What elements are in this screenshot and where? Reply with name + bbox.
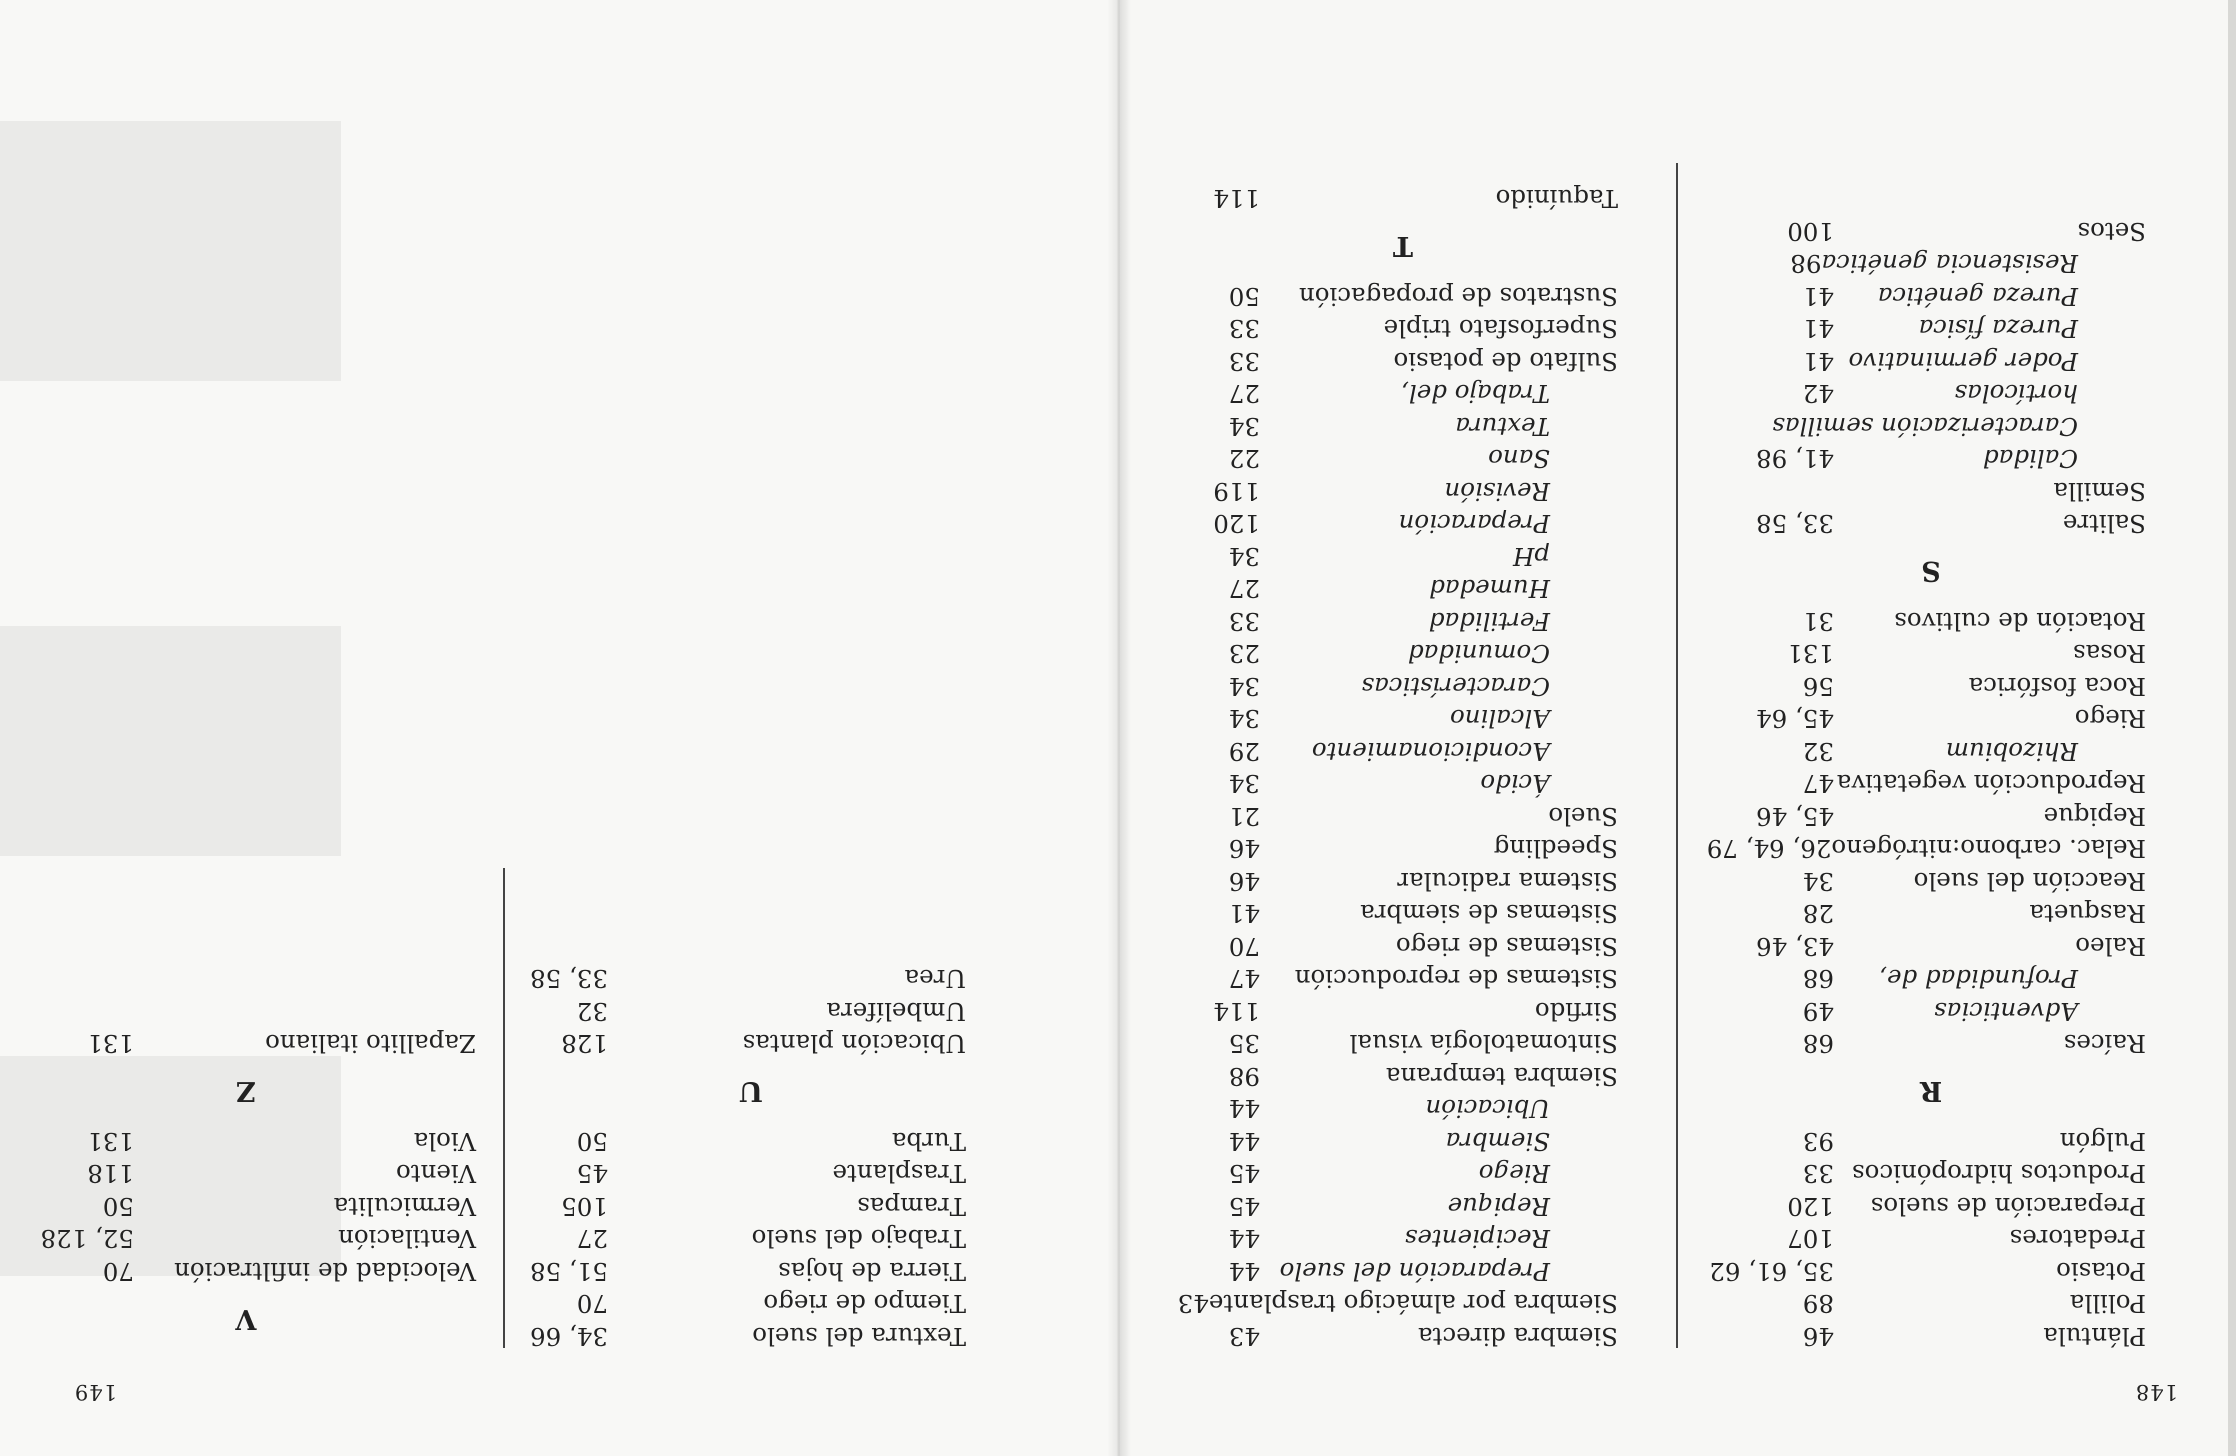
- index-term: Siembra directa: [1417, 1322, 1618, 1351]
- index-term: Polilla: [2069, 1289, 2146, 1319]
- index-entry: [1716, 864, 2146, 897]
- index-term: Riego: [1478, 1159, 1550, 1189]
- index-entry: [1188, 831, 1618, 864]
- index-page-refs: 46: [1228, 834, 1260, 864]
- index-page-refs: 50: [576, 1127, 608, 1156]
- index-column-right: [16, 1026, 476, 1351]
- index-entry: [1716, 636, 2146, 669]
- index-page-refs: 35, 61, 62: [1709, 1257, 1834, 1286]
- index-term: hortícolas: [1954, 379, 2078, 409]
- show-through-block: [0, 626, 341, 856]
- index-term: Riego: [2074, 704, 2146, 734]
- index-section-letter: S: [1921, 555, 1941, 587]
- index-page-refs: 128: [561, 1029, 608, 1059]
- index-entry: [1716, 669, 2146, 702]
- index-page-refs: 45, 46: [1756, 802, 1834, 831]
- column-divider: [1677, 163, 1679, 1348]
- index-term: Potasio: [2056, 1257, 2146, 1286]
- index-entry: [1716, 1221, 2146, 1254]
- index-term: Profundidad de,: [1879, 964, 2078, 994]
- index-entry: [1188, 1026, 1618, 1059]
- index-page-refs: 68: [1802, 964, 1834, 994]
- index-term: Rhizobium: [1945, 737, 2078, 766]
- index-entry: [1188, 1319, 1618, 1352]
- index-page-refs: 44: [1228, 1127, 1260, 1156]
- index-term: Repique: [1447, 1192, 1550, 1221]
- index-page-refs: 46: [1228, 867, 1260, 896]
- index-page-refs: 100: [1787, 217, 1834, 246]
- index-page-refs: 46: [1802, 1322, 1834, 1351]
- index-entry: [1188, 734, 1618, 767]
- index-page-refs: 98: [1228, 1062, 1260, 1091]
- index-term: Poder germinativo: [1848, 347, 2078, 376]
- index-term: Urea: [904, 964, 966, 994]
- index-term: Fertilidad: [1428, 607, 1550, 636]
- index-term: Sistemas de siembra: [1360, 899, 1618, 929]
- index-entry: [1188, 376, 1618, 409]
- index-term: Sulfato de potasio: [1393, 347, 1618, 376]
- index-entry: [530, 961, 966, 994]
- index-page-refs: 131: [1787, 639, 1834, 669]
- index-entry: [1716, 896, 2146, 929]
- index-term: Pureza genética: [1877, 282, 2078, 311]
- index-page-refs: 26, 64, 79: [1706, 834, 1832, 864]
- index-entry: [536, 1286, 966, 1319]
- index-term: Trampas: [857, 1192, 966, 1221]
- index-term: Pulgón: [2059, 1127, 2146, 1156]
- index-entry: [1188, 994, 1618, 1027]
- index-term: Sustratos de propagación: [1298, 282, 1618, 311]
- index-entry: [1188, 1221, 1618, 1254]
- index-term: Vermiculita: [333, 1192, 476, 1221]
- index-entry: [16, 1189, 476, 1222]
- index-page-refs: 47: [1228, 964, 1260, 994]
- index-entry: [1188, 701, 1618, 734]
- index-entry: [1716, 474, 2146, 507]
- index-entry: [1716, 1319, 2146, 1352]
- index-entry: [536, 1156, 966, 1189]
- index-term: Setos: [2077, 217, 2146, 246]
- index-entry: [1716, 311, 2146, 344]
- index-term: Preparación: [1398, 509, 1550, 539]
- index-term: Salitre: [2062, 509, 2146, 539]
- index-column-left: [530, 961, 966, 1351]
- index-term: Umbelífera: [826, 997, 966, 1026]
- index-page-refs: 29: [1228, 737, 1260, 766]
- index-term: Sirfido: [1534, 997, 1618, 1026]
- index-entry: [1716, 1026, 2146, 1059]
- index-page-refs: 131: [87, 1029, 134, 1059]
- index-page-refs: 50: [1228, 282, 1260, 311]
- index-page-refs: 89: [1802, 1289, 1834, 1319]
- index-page-refs: 22: [1228, 444, 1260, 474]
- index-page-refs: 44: [1228, 1257, 1260, 1286]
- index-entry: [536, 994, 966, 1027]
- index-section-letter: V: [235, 1303, 257, 1334]
- index-entry: [530, 1254, 966, 1287]
- index-term: Ubicación: [1425, 1094, 1550, 1124]
- index-page-refs: 52, 128: [40, 1224, 134, 1254]
- index-page-refs: 43: [1228, 1322, 1260, 1351]
- index-entry: [530, 1319, 966, 1352]
- index-entry: [1716, 409, 2146, 442]
- index-term: Trabajo del suelo: [751, 1224, 966, 1254]
- index-page-refs: 70: [576, 1289, 608, 1319]
- index-term: Viento: [396, 1159, 476, 1189]
- index-page-refs: 107: [1787, 1224, 1834, 1254]
- index-entry: [1188, 929, 1618, 962]
- index-entry: [536, 1189, 966, 1222]
- index-entry: [1709, 1254, 2146, 1287]
- index-entry: [1188, 1254, 1618, 1287]
- index-entry: [1188, 636, 1618, 669]
- index-column-right: [1177, 181, 1618, 1351]
- index-term: Repique: [2043, 802, 2146, 831]
- index-term: Reacción del suelo: [1913, 867, 2146, 896]
- index-term: Plántula: [2043, 1322, 2146, 1351]
- index-entry: [1716, 214, 2146, 247]
- index-column-left: [1706, 214, 2146, 1352]
- index-entry: [1716, 961, 2146, 994]
- index-entry: [1188, 1124, 1618, 1157]
- index-page-refs: 44: [1228, 1224, 1260, 1254]
- index-term: Raíces: [2063, 1029, 2146, 1059]
- index-page-refs: 33: [1228, 607, 1260, 636]
- index-term: Comunidad: [1407, 639, 1550, 669]
- index-page-refs: 33, 58: [530, 964, 608, 994]
- index-term: Recipientes: [1404, 1224, 1550, 1254]
- index-entry: [16, 1026, 476, 1059]
- index-entry: [1188, 961, 1618, 994]
- index-term: Sintomatología visual: [1349, 1029, 1618, 1059]
- index-entry: [1188, 1189, 1618, 1222]
- index-page-refs: 120: [1213, 509, 1260, 539]
- index-page-refs: 45: [1228, 1192, 1260, 1221]
- index-entry: [1716, 1189, 2146, 1222]
- index-entry: [1706, 831, 2146, 864]
- index-term: Ácido: [1480, 769, 1550, 799]
- index-entry: [16, 1254, 476, 1287]
- index-page-refs: 28: [1802, 899, 1834, 929]
- index-page-refs: 34: [1228, 542, 1260, 571]
- index-page-refs: 35: [1228, 1029, 1260, 1059]
- index-entry: [1716, 1156, 2146, 1189]
- index-page-refs: 118: [87, 1159, 134, 1189]
- index-term: Adventicias: [1934, 997, 2078, 1026]
- index-term: Ventilación: [338, 1224, 476, 1254]
- index-page-refs: 34: [1228, 672, 1260, 701]
- index-page-refs: 50: [102, 1192, 134, 1221]
- index-term: Sistema radicular: [1397, 867, 1618, 896]
- index-term: Reproducción vegetativa: [1836, 769, 2146, 799]
- index-term: Siembra: [1445, 1127, 1550, 1156]
- index-page-refs: 34: [1802, 867, 1834, 896]
- index-term: Suelo: [1548, 802, 1618, 831]
- index-entry: [1716, 441, 2146, 474]
- show-through-block: [0, 121, 341, 381]
- index-page-refs: 70: [102, 1257, 134, 1286]
- index-entry: [1188, 441, 1618, 474]
- index-term: Preparación del suelo: [1279, 1257, 1550, 1286]
- column-divider: [504, 868, 506, 1348]
- index-page-refs: 49: [1802, 997, 1834, 1026]
- index-page-148: [1119, 0, 2236, 1456]
- index-page-refs: 27: [1228, 379, 1260, 409]
- index-section-letter: T: [1392, 230, 1414, 262]
- index-page-refs: 23: [1228, 639, 1260, 669]
- index-term: Trasplante: [832, 1159, 966, 1189]
- index-entry: [16, 1124, 476, 1157]
- index-term: Ubicación plantas: [742, 1029, 966, 1059]
- index-term: Alcalino: [1449, 704, 1550, 734]
- index-page-refs: 34: [1228, 704, 1260, 734]
- index-entry: [1177, 1286, 1618, 1319]
- index-page-refs: 114: [1213, 997, 1260, 1026]
- index-term: Calidad: [1983, 444, 2078, 474]
- index-term: Sano: [1488, 444, 1550, 474]
- index-term: Turba: [891, 1127, 966, 1156]
- page-number: 148: [2134, 1380, 2178, 1404]
- index-term: Speedling: [1493, 834, 1618, 864]
- index-page-refs: 27: [1228, 574, 1260, 604]
- index-entry: [1716, 344, 2146, 377]
- index-term: Siembra temprana: [1385, 1062, 1618, 1091]
- index-term: Productos hidropónicos: [1852, 1159, 2146, 1189]
- index-entry: [1716, 506, 2146, 539]
- index-entry: [1716, 376, 2146, 409]
- index-entry: [1716, 246, 2146, 279]
- index-entry: [536, 1221, 966, 1254]
- index-page-refs: 45, 64: [1756, 704, 1834, 734]
- index-section-letter: Z: [236, 1075, 256, 1107]
- index-page-refs: 41: [1228, 899, 1260, 929]
- index-page-refs: 68: [1802, 1029, 1834, 1059]
- index-page-refs: 32: [1802, 737, 1834, 766]
- index-section-letter: U: [739, 1075, 763, 1107]
- index-page-refs: 33: [1228, 347, 1260, 376]
- index-entry: [1716, 1286, 2146, 1319]
- index-page-refs: 31: [1802, 607, 1834, 636]
- index-term: Sistemas de riego: [1395, 932, 1618, 961]
- index-entry: [1188, 864, 1618, 897]
- index-term: Resistencia genética: [1821, 249, 2078, 279]
- index-term: Roca fosfórica: [1968, 672, 2146, 701]
- book-gutter: [1107, 0, 1131, 1456]
- index-term: Sistemas de reproducción: [1294, 964, 1618, 994]
- index-term: Humedad: [1429, 574, 1550, 604]
- index-entry: [1188, 506, 1618, 539]
- index-entry: [1188, 571, 1618, 604]
- index-page-refs: 70: [1228, 932, 1260, 961]
- index-term: Textura del suelo: [752, 1322, 966, 1351]
- index-term: Acondicionamiento: [1311, 737, 1550, 766]
- index-term: Taquínido: [1495, 184, 1618, 214]
- index-term: Textura: [1455, 412, 1550, 441]
- index-page-refs: 56: [1802, 672, 1834, 701]
- index-entry: [1716, 734, 2146, 767]
- index-term: Zapallito italiano: [265, 1029, 476, 1059]
- index-entry: [1188, 1156, 1618, 1189]
- index-term: Características: [1361, 672, 1550, 701]
- index-term: Velocidad de infiltración: [174, 1257, 476, 1286]
- index-term: Raleo: [2075, 932, 2146, 961]
- index-entry: [1188, 344, 1618, 377]
- index-section-letter: R: [1919, 1075, 1943, 1107]
- index-term: Revisión: [1444, 477, 1550, 506]
- index-page-refs: 41: [1802, 282, 1834, 311]
- index-page-refs: 45: [576, 1159, 608, 1189]
- index-page-refs: 114: [1213, 184, 1260, 214]
- index-entry: [1716, 929, 2146, 962]
- index-page-refs: 27: [576, 1224, 608, 1254]
- index-term: Predatores: [2009, 1224, 2146, 1254]
- page-number: 149: [73, 1380, 117, 1404]
- index-page-refs: 105: [561, 1192, 608, 1221]
- index-page-refs: 98: [1790, 249, 1822, 279]
- index-entry: [1188, 669, 1618, 702]
- index-page-refs: 41: [1802, 347, 1834, 376]
- index-entry: [1716, 604, 2146, 637]
- index-term: Pureza física: [1918, 314, 2078, 344]
- index-page-refs: 119: [1213, 477, 1260, 506]
- index-entry: [1188, 896, 1618, 929]
- index-page-refs: 33, 58: [1756, 509, 1834, 539]
- index-entry: [1188, 604, 1618, 637]
- index-term: Relac. carbono:nitrógeno: [1831, 834, 2146, 864]
- index-entry: [16, 1156, 476, 1189]
- index-entry: [1188, 799, 1618, 832]
- index-page-refs: 51, 58: [530, 1257, 608, 1286]
- index-page-refs: 33: [1228, 314, 1260, 344]
- index-term: Semilla: [2053, 477, 2146, 506]
- index-entry: [1716, 799, 2146, 832]
- index-entry: [1188, 181, 1618, 214]
- index-entry: [1188, 766, 1618, 799]
- index-entry: [1716, 1124, 2146, 1157]
- index-page-refs: 32: [576, 997, 608, 1026]
- index-entry: [1188, 474, 1618, 507]
- index-page-refs: 120: [1787, 1192, 1834, 1221]
- index-term: pH: [1512, 542, 1550, 571]
- index-page-refs: 131: [87, 1127, 134, 1156]
- index-page-refs: 44: [1228, 1094, 1260, 1124]
- index-term: Siembra por almácigo trasplante: [1208, 1289, 1618, 1319]
- index-page-refs: 41, 98: [1756, 444, 1834, 474]
- index-page-refs: 41: [1802, 314, 1834, 344]
- index-entry: [1188, 1059, 1618, 1092]
- index-page-refs: 45: [1228, 1159, 1260, 1189]
- index-entry: [1188, 409, 1618, 442]
- page-edge-shadow: [2228, 0, 2236, 1456]
- index-entry: [1716, 766, 2146, 799]
- index-entry: [536, 1026, 966, 1059]
- index-page-refs: 33: [1802, 1159, 1834, 1189]
- index-entry: [1716, 994, 2146, 1027]
- index-page-refs: 93: [1802, 1127, 1834, 1156]
- index-term: Caracterización semillas: [1772, 412, 2078, 441]
- index-entry: [16, 1221, 476, 1254]
- index-term: Rotación de cultivos: [1894, 607, 2146, 636]
- index-term: Tiempo de riego: [763, 1289, 966, 1319]
- index-entry: [536, 1124, 966, 1157]
- index-page-refs: 43, 46: [1756, 932, 1834, 961]
- index-page-refs: 21: [1228, 802, 1260, 831]
- index-term: Rasqueta: [2029, 899, 2146, 929]
- index-term: Superfosfato triple: [1383, 314, 1618, 344]
- index-page-refs: 34, 66: [530, 1322, 608, 1351]
- index-entry: [1188, 279, 1618, 312]
- index-page-refs: 42: [1802, 379, 1834, 409]
- index-term: Rosas: [2073, 639, 2146, 669]
- index-entry: [1188, 539, 1618, 572]
- index-entry: [1188, 311, 1618, 344]
- index-page-refs: 34: [1228, 769, 1260, 799]
- index-page-refs: 43: [1177, 1289, 1209, 1319]
- index-entry: [1716, 279, 2146, 312]
- index-entry: [1716, 701, 2146, 734]
- index-term: Viola: [413, 1127, 476, 1156]
- index-page-refs: 47: [1802, 769, 1834, 799]
- index-term: Trabajo del,: [1401, 379, 1550, 409]
- index-term: Tierra de hojas: [778, 1257, 966, 1286]
- index-entry: [1188, 1091, 1618, 1124]
- index-page-refs: 34: [1228, 412, 1260, 441]
- index-term: Preparación de suelos: [1870, 1192, 2146, 1221]
